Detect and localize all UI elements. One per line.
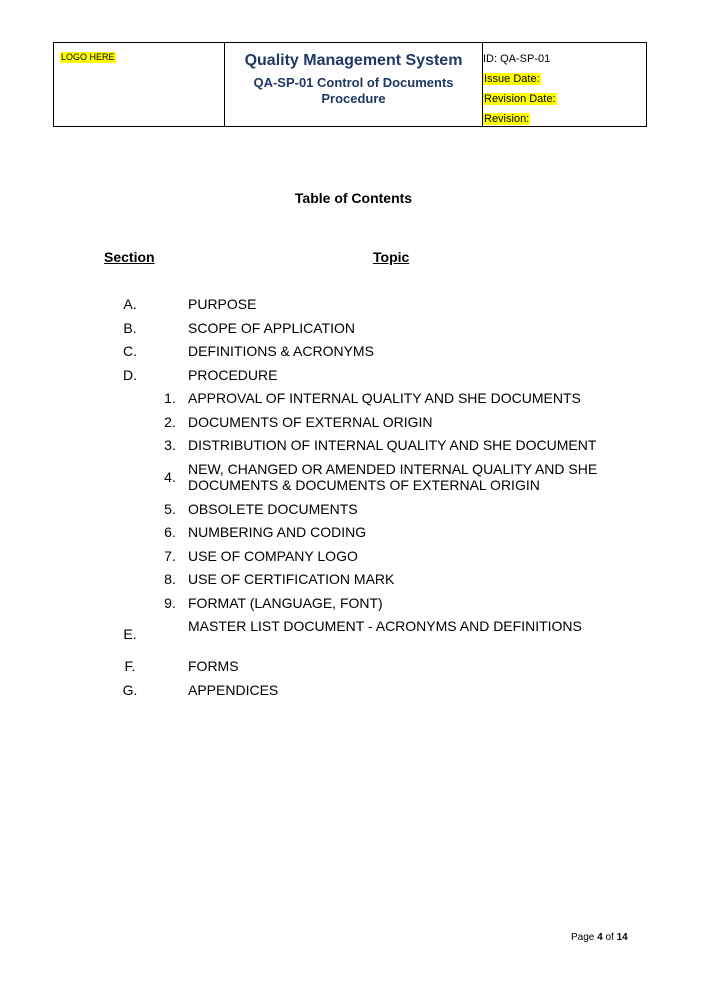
toc-entry-label: B. — [123, 320, 137, 336]
document-system-title: Quality Management System — [244, 52, 463, 69]
toc-entry-text: SCOPE OF APPLICATION — [188, 320, 356, 336]
toc-entry-label: C. — [123, 343, 137, 359]
toc-entry-label: 3. — [164, 437, 176, 453]
revision-label: Revision: — [484, 113, 530, 125]
toc-entry-text: NEW, CHANGED OR AMENDED INTERNAL QUALITY AND SHE DOCUMENTS & DOCUMENTS OF EXTERNAL ORIGIN — [188, 461, 598, 493]
toc-entry-text: APPENDICES — [188, 682, 279, 698]
toc-entry-text: DISTRIBUTION OF INTERNAL QUALITY AND SHE DOCUMENT — [188, 437, 597, 453]
toc-entry-label: 5. — [164, 501, 176, 517]
toc-entry-text: OBSOLETE DOCUMENTS — [188, 501, 358, 517]
document-subtitle: QA-SP-01 Control of Documents Procedure — [253, 75, 454, 106]
document-header — [53, 42, 647, 127]
page-current: 4 — [597, 932, 603, 943]
toc-entry-label: 9. — [164, 595, 176, 611]
toc-entry-text: FORMAT (LANGUAGE, FONT) — [188, 595, 383, 611]
document-id: ID: QA-SP-01 — [483, 53, 551, 65]
toc-entry-text: PROCEDURE — [188, 367, 278, 383]
toc-entry-label: E. — [123, 626, 137, 642]
toc-entry-text: DOCUMENTS OF EXTERNAL ORIGIN — [188, 414, 433, 430]
page-footer — [571, 932, 628, 943]
toc-entry-text: USE OF CERTIFICATION MARK — [188, 571, 395, 587]
toc-entry-text: DEFINITIONS & ACRONYMS — [188, 343, 374, 359]
toc-entry-label: 4. — [164, 469, 176, 485]
logo-cell — [54, 43, 225, 127]
title-cell — [225, 43, 483, 127]
toc-entry-text: MASTER LIST DOCUMENT - ACRONYMS AND DEFINITIONS — [188, 618, 582, 634]
toc-entry-label: D. — [123, 367, 137, 383]
toc-entry-text: FORMS — [188, 658, 239, 674]
page-total: 14 — [616, 932, 628, 943]
toc-title: Table of Contents — [294, 190, 413, 206]
toc-entry-label: G. — [122, 682, 138, 698]
toc-entry-label: 8. — [164, 571, 176, 587]
toc-entry-text: APPROVAL OF INTERNAL QUALITY AND SHE DOCUMENTS — [188, 390, 581, 406]
issue-date-label: Issue Date: — [484, 73, 540, 85]
toc-entry-label: F. — [124, 658, 136, 674]
toc-entry-text: USE OF COMPANY LOGO — [188, 548, 358, 564]
toc-entry-label: 6. — [164, 524, 176, 540]
page-word: Page — [571, 932, 595, 943]
of-word: of — [605, 932, 614, 943]
revision-date-label: Revision Date: — [484, 93, 556, 105]
toc-entry-label: 2. — [164, 414, 176, 430]
toc-entry-label: A. — [123, 296, 137, 312]
meta-cell — [483, 43, 647, 127]
toc-entry-label: 7. — [164, 548, 176, 564]
toc-entry-text: PURPOSE — [188, 296, 257, 312]
logo-placeholder: LOGO HERE — [61, 52, 115, 62]
toc-entry-label: 1. — [164, 390, 176, 406]
toc-entry-text: NUMBERING AND CODING — [188, 524, 367, 540]
toc-topic-header: Topic — [373, 249, 410, 265]
toc-section-header: Section — [104, 249, 155, 265]
